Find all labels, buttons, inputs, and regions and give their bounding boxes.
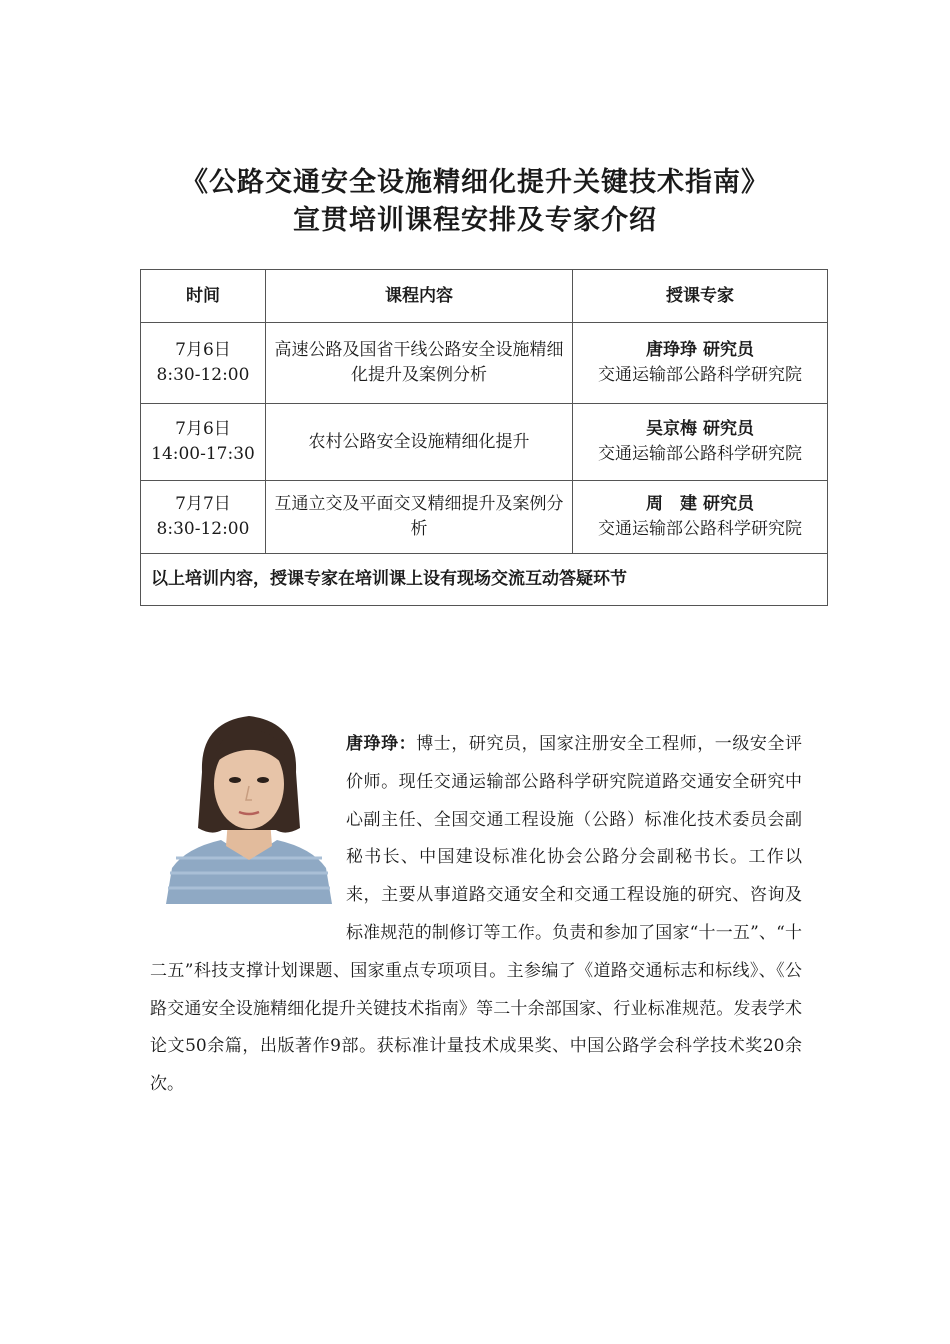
expert-org: 交通运输部公路科学研究院: [598, 365, 802, 385]
time-text: 14:00-17:30: [151, 444, 255, 464]
course-cell: 互通立交及平面交叉精细提升及案例分析: [266, 481, 573, 554]
table-row: [141, 481, 828, 554]
course-cell: 高速公路及国省干线公路安全设施精细化提升及案例分析: [266, 323, 573, 404]
expert-bio: [150, 726, 802, 1104]
date-text: 7月6日: [175, 419, 231, 439]
table-note: 以上培训内容，授课专家在培训课上设有现场交流互动答疑环节: [141, 554, 828, 606]
expert-cell: [573, 481, 828, 554]
expert-cell: [573, 404, 828, 481]
table-header-row: [141, 270, 828, 323]
time-cell: [141, 323, 266, 404]
schedule-table: [140, 269, 828, 606]
time-text: 8:30-12:00: [156, 365, 250, 385]
date-text: 7月6日: [175, 340, 231, 360]
time-text: 8:30-12:00: [156, 519, 250, 539]
expert-name: 唐琤琤 研究员: [646, 340, 754, 360]
header-expert: 授课专家: [573, 270, 828, 323]
header-course: 课程内容: [266, 270, 573, 323]
time-cell: [141, 481, 266, 554]
document-title: 《公路交通安全设施精细化提升关键技术指南》: [181, 167, 769, 198]
expert-org: 交通运输部公路科学研究院: [598, 519, 802, 539]
table-note-row: [141, 554, 828, 606]
bio-text: 博士，研究员，国家注册安全工程师，一级安全评价师。现任交通运输部公路科学研究院道路交通安全研究中心副主任、全国交通工程设施（公路）标准化技术委员会副秘书长、中国建设标准化协会公路分会副秘书长。工作以来，主要从事道路交通安全和交通工程设施的研究、咨询及标准规范的制修订等工作。负责和参加了国家“十一五”、“十二五”科技支撑计划课题、国家重点专项项目。主参编了《道路交通标志和标线》、《公路交通安全设施精细化提升关键技术指南》等二十余部国家、行业标准规范。发表学术论文50余篇，出版著作9部。获标准计量技术成果奖、中国公路学会科学技术奖20余次。: [150, 734, 803, 1095]
expert-name: 周 建 研究员: [646, 494, 754, 514]
expert-org: 交通运输部公路科学研究院: [598, 444, 802, 464]
date-text: 7月7日: [175, 494, 231, 514]
document-subtitle: 宣贯培训课程安排及专家介绍: [293, 205, 657, 236]
time-cell: [141, 404, 266, 481]
header-time: 时间: [141, 270, 266, 323]
expert-cell: [573, 323, 828, 404]
course-cell: 农村公路安全设施精细化提升: [266, 404, 573, 481]
table-row: [141, 404, 828, 481]
table-row: [141, 323, 828, 404]
bio-name: 唐琤琤：: [346, 734, 417, 754]
expert-name: 吴京梅 研究员: [646, 419, 754, 439]
